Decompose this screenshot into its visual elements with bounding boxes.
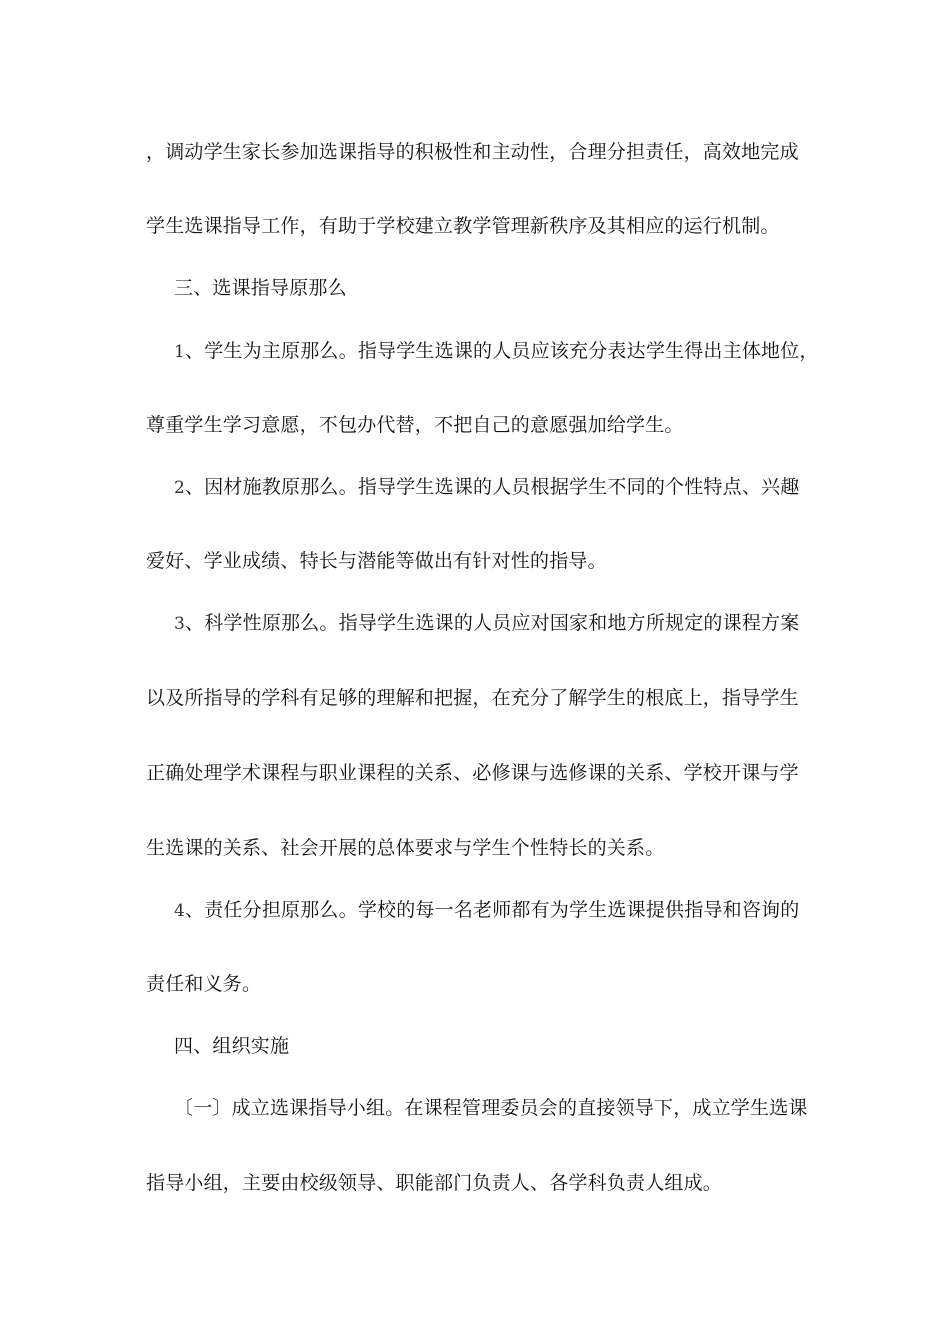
principle-4-line	[174, 898, 799, 923]
paragraph-line: 〔一〕成立选课指导小组。在课程管理委员会的直接领导下，成立学生选课	[174, 1097, 808, 1119]
paragraph-line: 以及所指导的学科有足够的理解和把握，在充分了解学生的根底上，指导学生	[146, 687, 799, 709]
list-number: 3	[174, 614, 186, 634]
section-heading-principles: 三、选课指导原那么	[174, 277, 347, 299]
list-text: 、责任分担原那么。学校的每一名老师都有为学生选课提供指导和咨询的	[185, 899, 800, 921]
list-text: 、因材施教原那么。指导学生选课的人员根据学生不同的个性特点、兴趣	[185, 476, 800, 498]
paragraph-line: 爱好、学业成绩、特长与潜能等做出有针对性的指导。	[146, 550, 607, 572]
list-number: 1	[174, 342, 186, 362]
paragraph-line: 正确处理学术课程与职业课程的关系、必修课与选修课的关系、学校开课与学	[146, 762, 799, 784]
paragraph-line: 尊重学生学习意愿，不包办代替，不把自己的意愿强加给学生。	[146, 414, 684, 436]
paragraph-line: 责任和义务。	[146, 973, 262, 995]
paragraph-line: 指导小组，主要由校级领导、职能部门负责人、各学科负责人组成。	[146, 1172, 723, 1194]
paragraph-line: 生选课的关系、社会开展的总体要求与学生个性特长的关系。	[146, 837, 665, 859]
section-heading-implementation: 四、组织实施	[174, 1035, 290, 1057]
list-text: 、学生为主原那么。指导学生选课的人员应该充分表达学生得出主体地位，	[185, 340, 819, 362]
list-text: 、科学性原那么。指导学生选课的人员应对国家和地方所规定的课程方案	[185, 612, 800, 634]
list-number: 4	[174, 901, 186, 921]
principle-3-line	[174, 611, 799, 636]
principle-2-line	[174, 475, 799, 500]
paragraph-line: 学生选课指导工作，有助于学校建立教学管理新秩序及其相应的运行机制。	[146, 215, 780, 237]
paragraph-line: ，调动学生家长参加选课指导的积极性和主动性，合理分担责任，高效地完成	[146, 141, 799, 163]
list-number: 2	[174, 478, 186, 498]
principle-1-line	[174, 339, 819, 364]
